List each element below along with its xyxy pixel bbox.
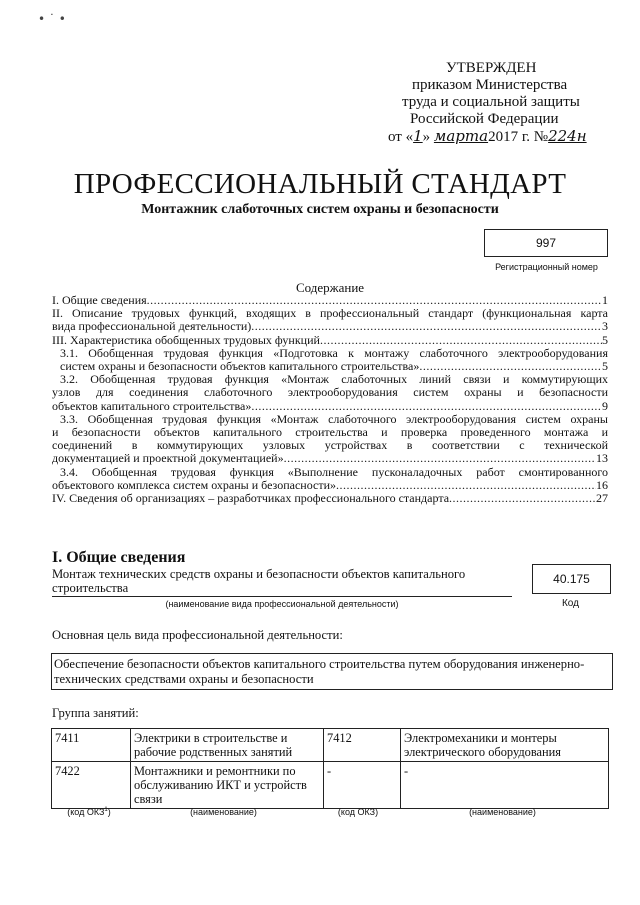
occupation-group-label: Группа занятий: [52, 706, 139, 720]
occupation-name-cell: Монтажники и ремонтники по обслуживанию ИКТ и устройств связи [131, 762, 324, 809]
column-label-name: (наименование) [190, 807, 257, 817]
toc-item[interactable] [52, 413, 608, 466]
date-day-handwritten: 1 [413, 127, 423, 145]
toc-item-text: 3.2. Обобщенная трудовая функция «Монтаж слаботочных линий связи и коммутирующих [60, 372, 608, 387]
toc-item-text: объектового комплекса систем охраны и безопасности» [52, 477, 337, 492]
date-prefix: от « [388, 129, 414, 145]
date-year: 2017 г. № [488, 129, 549, 145]
column-label-okz-code: (код ОКЗ$^1$) [67, 807, 111, 817]
approval-block [388, 60, 628, 146]
toc-item[interactable] [52, 466, 608, 492]
table-row [52, 729, 609, 762]
toc-item-text: I. Общие сведения [52, 293, 147, 307]
toc-item-text: 3.1. Обобщенная трудовая функция «Подготовка к монтажу слаботочного электрооборудования [60, 345, 608, 360]
okz-code-cell: 7411 [52, 729, 131, 762]
approval-line-1: приказом Министерства [412, 77, 568, 93]
toc-item-page: 1 [602, 293, 608, 307]
toc-item-page: 27 [596, 491, 608, 506]
document-title: ПРОФЕССИОНАЛЬНЫЙ СТАНДАРТ [73, 168, 567, 200]
toc-item-page: 9 [602, 398, 608, 413]
toc-item[interactable] [52, 307, 608, 333]
okz-code-cell: - [324, 762, 401, 809]
approval-date-line [388, 128, 628, 146]
toc-item-text: 3.4. Обобщенная трудовая функция «Выполнение пусконаладочных работ смонтированного [60, 464, 608, 479]
approval-line-3: Российской Федерации [410, 111, 559, 127]
date-month-handwritten: марта [433, 127, 489, 145]
okz-code-cell: 7412 [324, 729, 401, 762]
toc-item[interactable] [52, 334, 608, 347]
activity-code-box: 40.175 [532, 564, 611, 594]
toc-item-text: объектов капитального строительства» [52, 398, 252, 413]
toc-item-text: узлов для соединения слаботочного электрооборудования систем охраны и безопасности [52, 385, 608, 400]
registration-number-box: 997 [484, 229, 608, 257]
toc-item[interactable] [52, 373, 608, 413]
registration-number-label: Регистрационный номер [495, 262, 598, 272]
table-row [52, 762, 609, 809]
approval-line-2: труда и социальной защиты [402, 94, 580, 110]
occupation-name-cell: Электрики в строительстве и рабочие родственных занятий [131, 729, 324, 762]
toc-item-text: 3.3. Обобщенная трудовая функция «Монтаж слаботочного электрооборудования систем охраны [60, 411, 608, 426]
activity-kind-label: (наименование вида профессиональной деятельности) [165, 599, 399, 609]
toc-item-text: II. Описание трудовых функций, входящих в профессиональный стандарт (функциональная карта [52, 306, 608, 321]
occupation-name-cell: Электромеханики и монтеры электрического оборудования [401, 729, 609, 762]
occupation-group-table [51, 728, 609, 809]
goal-label: Основная цель вида профессиональной деятельности: [52, 628, 343, 642]
toc-item-text: IV. Сведения об организациях – разработчиках профессионального стандарта [52, 491, 450, 506]
toc-item[interactable] [52, 347, 608, 373]
toc-item-page: 5 [602, 359, 608, 374]
toc-item-text: соединений в коммутирующих узловых устройствах в соответствии с технической [52, 438, 608, 453]
column-label-name-2: (наименование) [469, 807, 536, 817]
document-subtitle: Монтажник слаботочных систем охраны и безопасности [141, 202, 499, 217]
toc-item-text: вида профессиональной деятельности) [52, 319, 252, 334]
goal-box: Обеспечение безопасности объектов капитального строительства путем оборудования инженерно-технических средствами охраны и безопасности [51, 653, 613, 690]
toc-item[interactable] [52, 492, 608, 505]
toc-item-page: 13 [596, 451, 608, 466]
toc-item-page: 3 [602, 319, 608, 334]
column-label-okz-code-2: (код ОКЗ) [337, 807, 379, 817]
toc-item-text: и безопасности объектов капитального строительства и проверка проведенного монтажа и [52, 425, 608, 440]
activity-code-label: Код [561, 598, 579, 609]
toc-heading: Содержание [295, 280, 365, 295]
order-number-handwritten: 224н [548, 127, 587, 145]
toc-item-text: систем охраны и безопасности объектов капитального строительства» [60, 359, 420, 374]
toc-item-page: 16 [596, 477, 608, 492]
approval-title: УТВЕРЖДЕН [446, 60, 537, 76]
toc-item-text: документацией и проектной документацией» [52, 451, 284, 466]
toc-item-page: 5 [602, 332, 608, 347]
date-mid: » [422, 129, 434, 145]
table-of-contents [52, 294, 608, 505]
activity-kind-value: Монтаж технических средств охраны и безопасности объектов капитального строительства [52, 567, 512, 597]
occupation-name-cell: - [401, 762, 609, 809]
okz-code-cell: 7422 [52, 762, 131, 809]
scan-corner-marks: • ˙ • [38, 12, 66, 26]
toc-item-text: III. Характеристика обобщенных трудовых функций [52, 332, 320, 347]
section-1-heading: I. Общие сведения [52, 549, 186, 566]
